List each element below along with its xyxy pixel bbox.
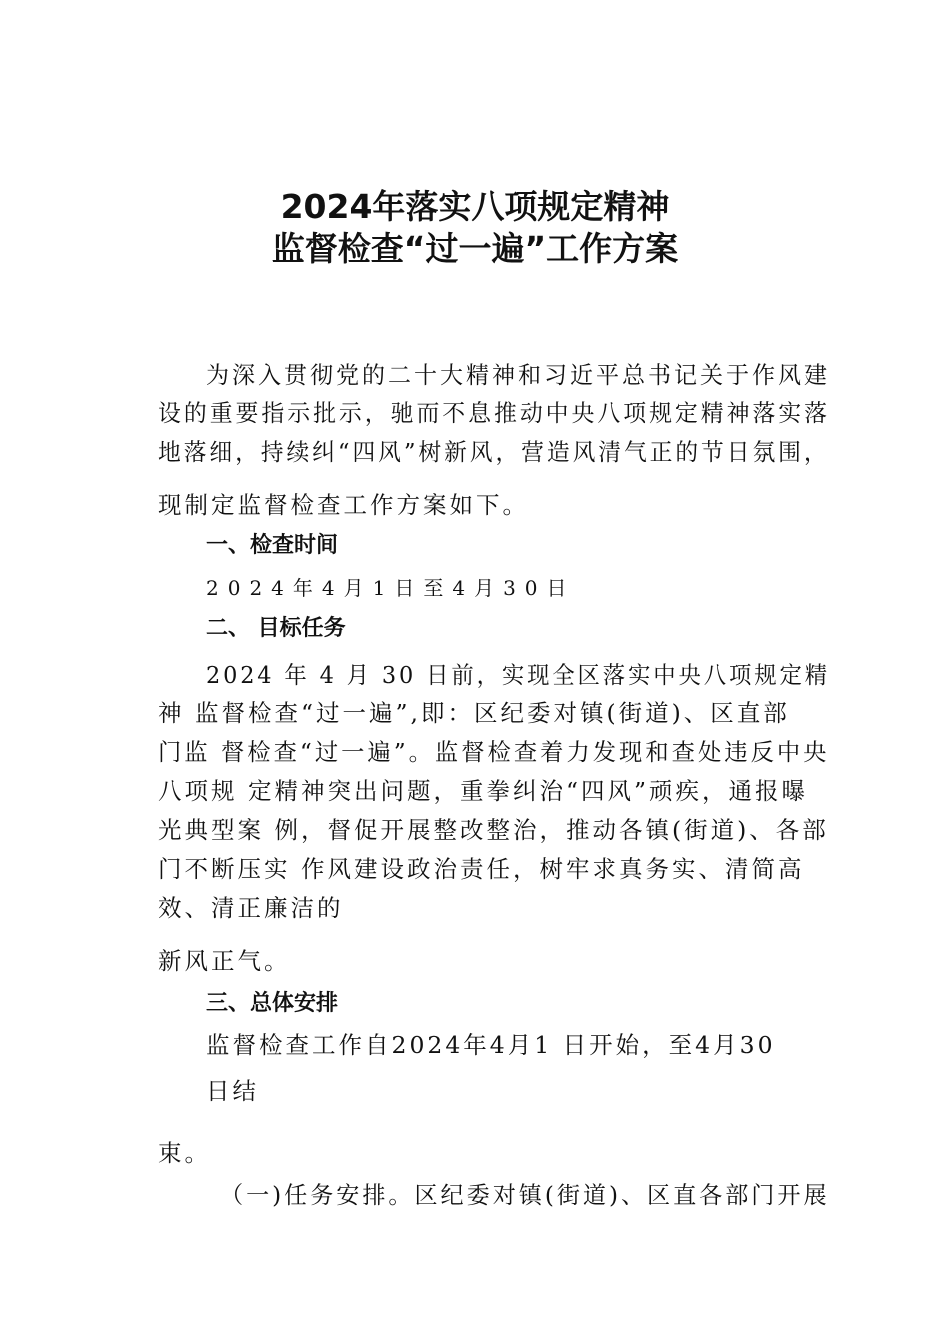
section-2-line-7: 效、清正廉洁的 [158, 894, 344, 922]
intro-line-3: 地落细，持续纠“四风”树新风，营造风清气正的节日氛围， [158, 438, 830, 466]
intro-line-1: 为深入贯彻党的二十大精神和习近平总书记关于作风建 [206, 361, 830, 389]
section-2-line-5: 光典型案 例，督促开展整改整治，推动各镇(街道)、各部 [158, 816, 829, 844]
document-title-line-2: 监督检查“过一遍”工作方案 [271, 229, 679, 268]
section-1-date-range: 2024年4月1日至4月30日 [206, 576, 576, 600]
section-2-line-6: 门不断压实 作风建设政治责任，树牢求真务实、清简高 [158, 855, 805, 883]
section-2-line-1: 2024 年 4 月 30 日前，实现全区落实中央八项规定精 [206, 661, 831, 689]
section-3-line-4: （一)任务安排。区纪委对镇(街道)、区直各部门开展 [220, 1181, 830, 1209]
section-2-line-3: 门监 督检查“过一遍”。监督检查着力发现和查处违反中央 [158, 738, 830, 766]
section-2-line-4: 八项规 定精神突出问题，重拳纠治“四风”顽疾，通报曝 [158, 777, 808, 805]
section-3-line-2: 日结 [206, 1077, 259, 1105]
section-3-line-1: 监督检查工作自2024年4月1 日开始，至4月30 [206, 1031, 776, 1059]
section-3-line-3: 束。 [158, 1139, 211, 1167]
intro-line-2: 设的重要指示批示，驰而不息推动中央八项规定精神落实落 [158, 399, 830, 427]
intro-line-4: 现制定监督检查工作方案如下。 [158, 491, 529, 519]
document-title-line-1: 2024年落实八项规定精神 [280, 187, 670, 226]
section-2-line-8: 新风正气。 [158, 947, 291, 975]
section-1-heading: 一、检查时间 [206, 533, 339, 558]
section-2-line-2: 神 监督检查“过一遍”,即：区纪委对镇(街道)、区直部 [158, 699, 790, 727]
section-2-heading: 二、 目标任务 [206, 616, 346, 641]
section-3-heading: 三、总体安排 [206, 991, 339, 1016]
